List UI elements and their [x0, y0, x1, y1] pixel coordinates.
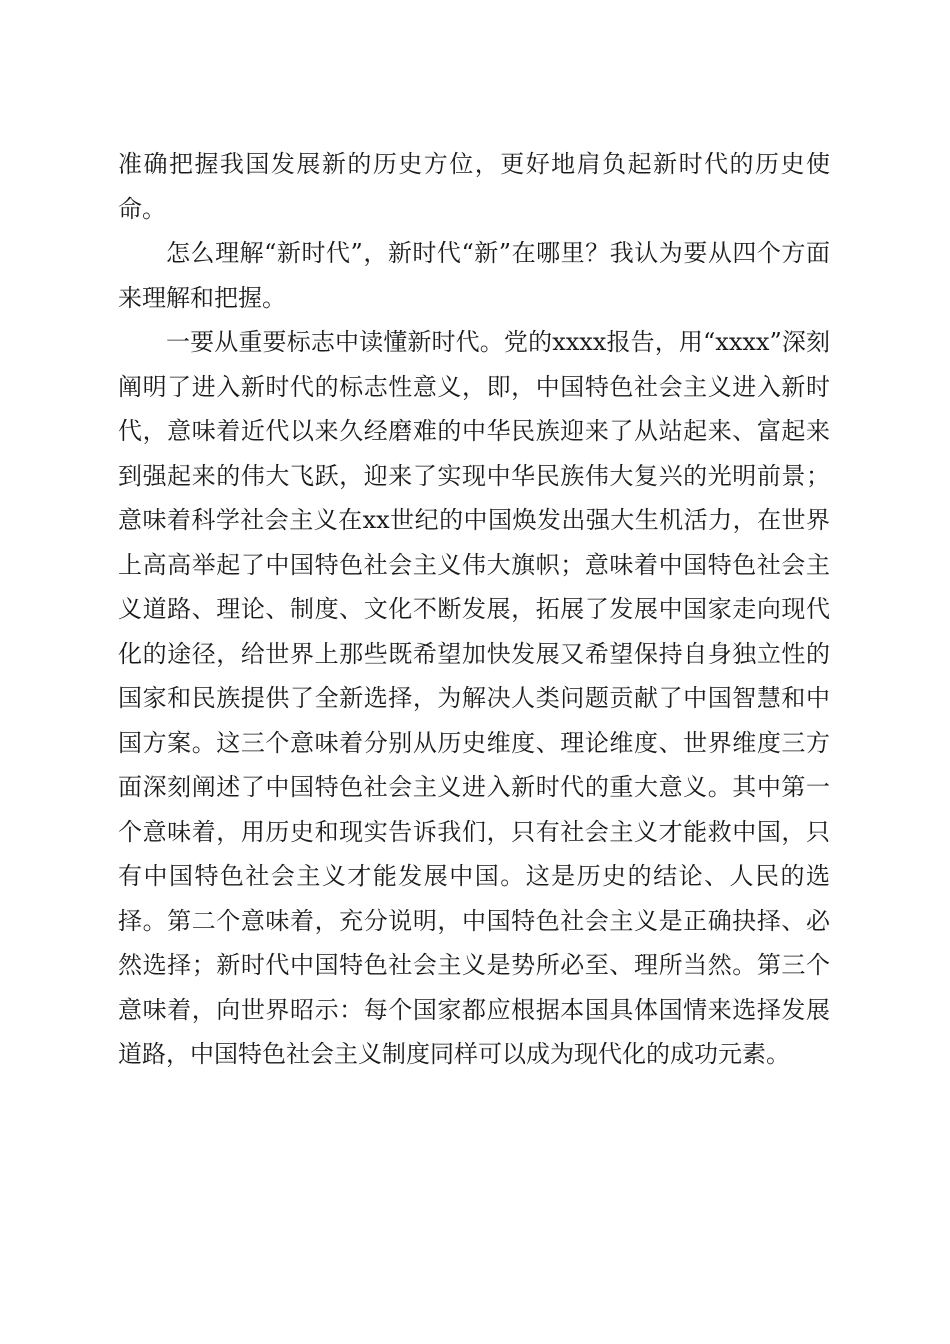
- paragraph-2: 怎么理解“新时代”，新时代“新”在哪里？我认为要从四个方面来理解和把握。: [118, 239, 830, 312]
- paragraph-3: 一要从重要标志中读懂新时代。党的xxxx报告，用“xxxx”深刻阐明了进入新时代的标志性意义，即，中国特色社会主义进入新时代，意味着近代以来久经磨难的中华民族迎来了从站起来、富起来到强起来的伟大飞跃，迎来了实现中华民族伟大复兴的光明前景；意味着科学社会主义在xx世纪的中国焕发出强大生机活力，在世界上高高举起了中国特色社会主义伟大旗帜；意味着中国特色社会主义道路、理论、制度、文化不断发展，拓展了发展中国家走向现代化的途径，给世界上那些既希望加快发展又希望保持自身独立性的国家和民族提供了全新选择，为解决人类问题贡献了中国智慧和中国方案。这三个意味着分别从历史维度、理论维度、世界维度三方面深刻阐述了中国特色社会主义进入新时代的重大意义。其中第一个意味着，用历史和现实告诉我们，只有社会主义才能救中国，只有中国特色社会主义才能发展中国。这是历史的结论、人民的选择。第二个意味着，充分说明，中国特色社会主义是正确抉择、必然选择；新时代中国特色社会主义是势所必至、理所当然。第三个意味着，向世界昭示：每个国家都应根据本国具体国情来选择发展道路，中国特色社会主义制度同样可以成为现代化的成功元素。: [118, 328, 830, 1068]
- paragraph-1: 准确把握我国发展新的历史方位，更好地肩负起新时代的历史使命。: [118, 150, 830, 223]
